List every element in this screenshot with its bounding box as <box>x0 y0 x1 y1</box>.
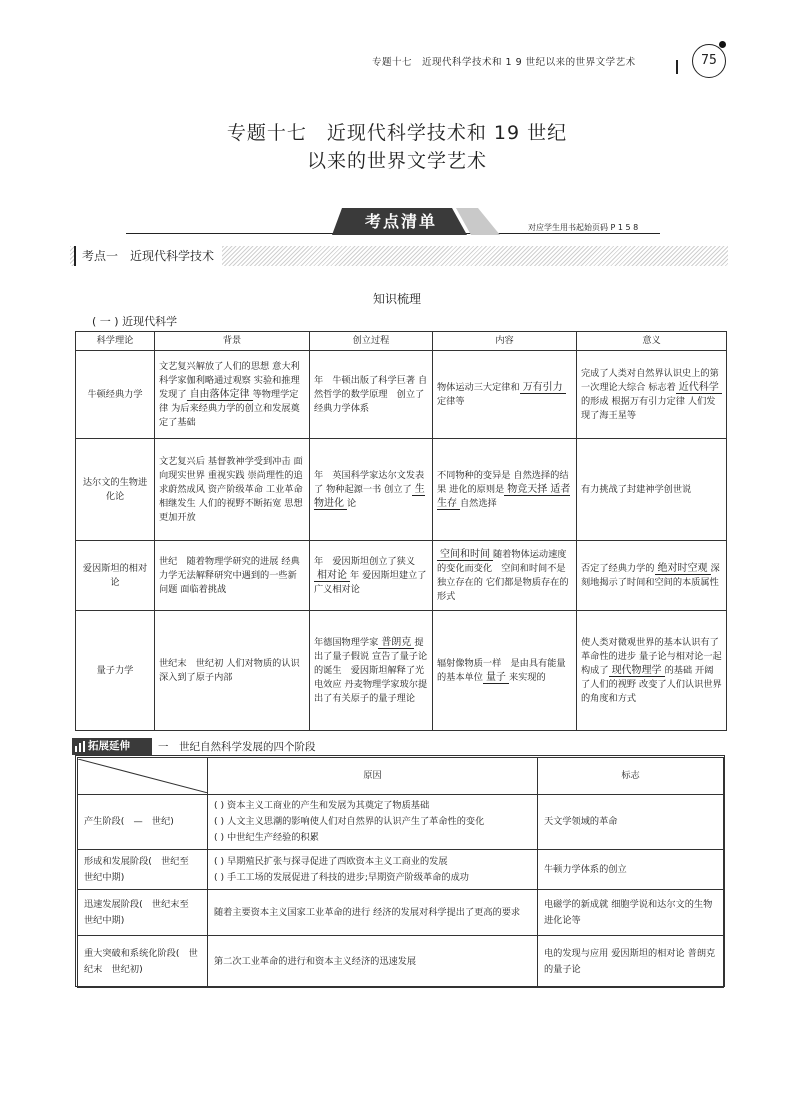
answer-blank: 自由落体定律 <box>187 389 253 401</box>
theory-cell: 量子力学 <box>76 611 155 731</box>
running-header: 专题十七 近现代科学技术和 1 9 世纪以来的世界文学艺术 <box>372 57 636 68</box>
answer-blank: 生物进化 <box>314 483 425 509</box>
answer-blank: 量子 <box>483 672 509 684</box>
table-row <box>76 611 727 731</box>
table-row <box>76 541 727 611</box>
section-heading: 知识梳理 <box>372 292 421 306</box>
column-header: 创立过程 <box>310 332 433 351</box>
content-cell: 空间和时间 随着物体运动速度的变化而变化 空间和时间不是独立存在的 它们都是物质存在的形式 <box>433 541 577 611</box>
column-header: 标志 <box>538 758 724 795</box>
theory-cell: 达尔文的生物进化论 <box>76 439 155 541</box>
mark-cell: 牛顿力学体系的创立 <box>538 850 724 890</box>
content-cell: 物体运动三大定律和 万有引力定律等 <box>433 351 577 439</box>
column-header: 原因 <box>208 758 538 795</box>
table-row <box>78 890 724 936</box>
background-cell: 文艺复兴后 基督教神学受到冲击 面向现实世界 重视实践 崇尚理性的追求蔚然成风 资产阶级革命 工业革命相继发生 人们的视野不断拓宽 思想更加开放 <box>155 439 310 541</box>
answer-blank: 万有引力 <box>520 382 566 394</box>
meaning-cell: 否定了经典力学的 绝对时空观 深刻地揭示了时间和空间的本质属性 <box>577 541 727 611</box>
banner-note: 对应学生用书起始页码 P 1 5 8 <box>528 223 639 232</box>
topic-label: 考点一 近现代科学技术 <box>74 246 222 266</box>
process-cell: 年德国物理学家 普朗克 提出了量子假说 宣告了量子论的诞生 爱因斯坦解释了光电效应 丹麦物理学家玻尔提出了有关原子的量子理论 <box>310 611 433 731</box>
meaning-cell: 完成了人类对自然界认识史上的第一次理论大综合 标志着 近代科学的形成 根据万有引力定律 人们发现了海王星等 <box>577 351 727 439</box>
stage-cell: 形成和发展阶段( 世纪至 世纪中期) <box>78 850 208 890</box>
column-header: 科学理论 <box>76 332 155 351</box>
mark-cell: 电的发现与应用 爱因斯坦的相对论 普朗克的量子论 <box>538 936 724 988</box>
page-dot-icon <box>719 41 726 48</box>
diagonal-header-cell <box>78 758 208 795</box>
mark-cell: 天文学领域的革命 <box>538 795 724 850</box>
answer-blank: 物竞天择 适者生存 <box>437 483 571 509</box>
process-cell: 年 牛顿出版了科学巨著 自然哲学的数学原理 创立了经典力学体系 <box>310 351 433 439</box>
table-row <box>78 936 724 988</box>
extension-table <box>77 757 724 988</box>
process-cell: 年 英国科学家达尔文发表了 物种起源一书 创立了 生物进化 论 <box>310 439 433 541</box>
extension-badge: 拓展延伸 <box>72 738 152 755</box>
subsection-heading: ( 一 ) 近现代科学 <box>92 315 178 328</box>
answer-blank: 绝对时空观 <box>655 563 711 575</box>
answer-blank: 相对论 <box>314 570 350 582</box>
stage-cell: 迅速发展阶段( 世纪末至 世纪中期) <box>78 890 208 936</box>
reason-cell: ( ) 早期殖民扩张与探寻促进了西欧资本主义工商业的发展 ( ) 手工工场的发展促进了科技的进步;早期资产阶级革命的成功 <box>208 850 538 890</box>
background-cell: 世纪 随着物理学研究的进展 经典力学无法解释研究中遇到的一些新问题 面临着挑战 <box>155 541 310 611</box>
content-cell: 不同物种的变异是 自然选择的结果 进化的原则是 物竞天择 适者生存 自然选择 <box>433 439 577 541</box>
answer-blank: 现代物理学 <box>609 665 665 677</box>
answer-blank: 空间和时间 <box>437 549 493 561</box>
answer-blank: 近代科学 <box>676 382 722 394</box>
reason-cell: 随着主要资本主义国家工业革命的进行 经济的发展对科学提出了更高的要求 <box>208 890 538 936</box>
header-divider <box>676 60 678 74</box>
content-cell: 辐射像物质一样 是由具有能量的基本单位 量子 来实现的 <box>433 611 577 731</box>
column-header: 意义 <box>577 332 727 351</box>
mark-cell: 电磁学的新成就 细胞学说和达尔文的生物进化论等 <box>538 890 724 936</box>
table-row <box>78 850 724 890</box>
column-header: 内容 <box>433 332 577 351</box>
stage-cell: 产生阶段( — 世纪) <box>78 795 208 850</box>
bar-chart-icon <box>75 741 85 752</box>
answer-blank: 普朗克 <box>378 637 414 649</box>
reason-cell: 第二次工业革命的进行和资本主义经济的迅速发展 <box>208 936 538 988</box>
banner-label: 考点清单 <box>364 212 437 231</box>
table-row <box>76 439 727 541</box>
meaning-cell: 使人类对微观世界的基本认识有了革命性的进步 量子论与相对论一起 构成了 现代物理学 的基础 开阔了人们的视野 改变了人们认识世界的角度和方式 <box>577 611 727 731</box>
stage-cell: 重大突破和系统化阶段( 世纪末 世纪初) <box>78 936 208 988</box>
meaning-cell: 有力挑战了封建神学创世说 <box>577 439 727 541</box>
table-row <box>78 795 724 850</box>
table-header-row <box>78 758 724 795</box>
diagonal-line <box>78 759 208 793</box>
theory-cell: 爱因斯坦的相对论 <box>76 541 155 611</box>
table-header-row <box>76 332 727 351</box>
page-number: 75 <box>692 44 726 78</box>
table-row <box>76 351 727 439</box>
background-cell: 世纪末 世纪初 人们对物质的认识深入到了原子内部 <box>155 611 310 731</box>
science-table <box>75 331 727 731</box>
theory-cell: 牛顿经典力学 <box>76 351 155 439</box>
reason-cell: ( ) 资本主义工商业的产生和发展为其奠定了物质基础 ( ) 人文主义思潮的影响使人们对自然界的认识产生了革命性的变化 ( ) 中世纪生产经验的积累 <box>208 795 538 850</box>
page-title-line1: 专题十七 近现代科学技术和 19 世纪 <box>226 122 568 144</box>
background-cell: 文艺复兴解放了人们的思想 意大利科学家伽利略通过观察 实验和推理发现了 自由落体定律 等物理学定律 为后来经典力学的创立和发展奠定了基础 <box>155 351 310 439</box>
extension-title: 一 世纪自然科学发展的四个阶段 <box>158 741 316 753</box>
column-header: 背景 <box>155 332 310 351</box>
page-title-line2: 以来的世界文学艺术 <box>306 150 487 172</box>
process-cell: 年 爱因斯坦创立了狭义相对论 年 爱因斯坦建立了广义相对论 <box>310 541 433 611</box>
